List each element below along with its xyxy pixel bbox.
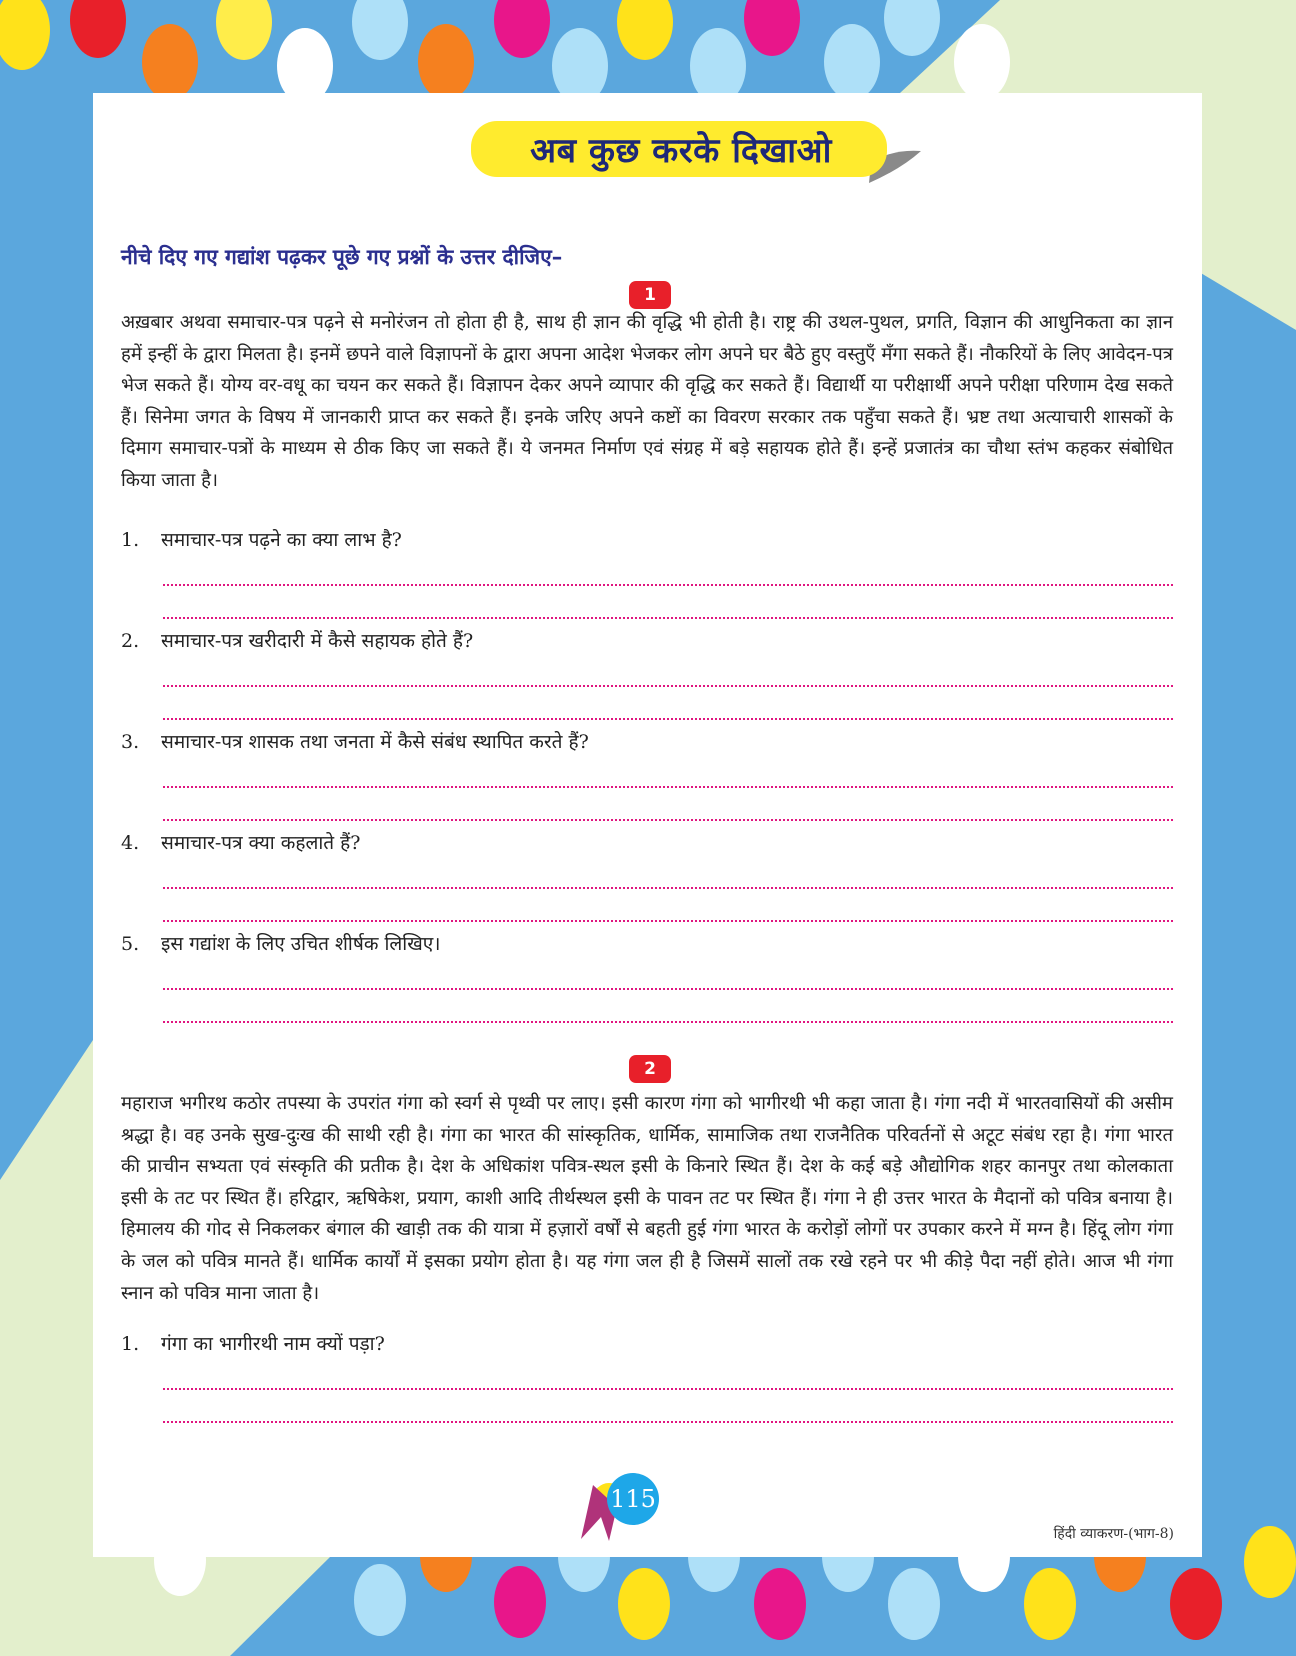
question-1-5 (121, 930, 440, 956)
book-title: हिंदी व्याकरण-(भाग-8) (1053, 1526, 1174, 1542)
question-number: 1. (121, 1333, 140, 1355)
top-dots (0, 0, 1010, 104)
answer-line[interactable] (163, 617, 1173, 619)
question-1-4 (121, 829, 360, 855)
answer-line[interactable] (163, 1388, 1173, 1390)
page-title: अब कुछ करके दिखाओ (530, 131, 832, 171)
answer-line[interactable] (163, 584, 1173, 586)
instruction-text: नीचे दिए गए गद्यांश पढ़कर पूछे गए प्रश्नों के उत्तर दीजिए– (121, 245, 563, 269)
answer-line[interactable] (163, 786, 1173, 788)
question-1-2 (121, 627, 473, 653)
answer-line[interactable] (163, 887, 1173, 889)
page-number: 115 (607, 1473, 659, 1525)
question-2-1 (121, 1330, 385, 1356)
passage-2: महाराज भगीरथ कठोर तपस्या के उपरांत गंगा को स्वर्ग से पृथ्वी पर लाए। इसी कारण गंगा को भागीरथी भी कहा जाता है। गंगा नदी में भारतवासियों की असीम श्रद्धा है। वह उनके सुख-दुःख की साथी रही है। गंगा का भारत की सांस्कृतिक, धार्मिक, सामाजिक तथा राजनैतिक परिवर्तनों से अटूट संबंध रहा है। गंगा भारत की प्राचीन सभ्यता एवं संस्कृति की प्रतीक है। देश के अधिकांश पवित्र-स्थल इसी के किनारे स्थित हैं। देश के कई बड़े औद्योगिक शहर कानपुर तथा कोलकाता इसी के तट पर स्थित हैं। हरिद्वार, ऋषिकेश, प्रयाग, काशी आदि तीर्थस्थल इसी के पावन तट पर स्थित हैं। गंगा ने ही उत्तर भारत के मैदानों को पवित्र बनाया है। हिमालय की गोद से निकलकर बंगाल की खाड़ी तक की यात्रा में हज़ारों वर्षों से बहती हुई गंगा भारत के करोड़ों लोगों पर उपकार करने में मग्न है। हिंदू लोग गंगा के जल को पवित्र मानते हैं। धार्मिक कार्यों में इसका प्रयोग होता है। यह गंगा जल ही है जिसमें सालों तक रखे रहने पर भी कीड़े पैदा नहीं होते। आज भी गंगा स्नान को पवित्र माना जाता है। (121, 1093, 1173, 1304)
section-badge-1: 1 (629, 281, 671, 309)
passage-1: अख़बार अथवा समाचार-पत्र पढ़ने से मनोरंजन तो होता ही है, साथ ही ज्ञान की वृद्धि भी होती है। राष्ट्र की उथल-पुथल, प्रगति, विज्ञान की आधुनिकता का ज्ञान हमें इन्हीं के द्वारा मिलता है। इनमें छपने वाले विज्ञापनों के द्वारा अपना आदेश भेजकर लोग अपने घर बैठे हुए वस्तुएँ मँगा सकते हैं। नौकरियों के लिए आवेदन-पत्र भेज सकते हैं। योग्य वर-वधू का चयन कर सकते हैं। विज्ञापन देकर अपने व्यापार की वृद्धि कर सकते हैं। विद्यार्थी या परीक्षार्थी अपने परीक्षा परिणाम देख सकते हैं। सिनेमा जगत के विषय में जानकारी प्राप्त कर सकते हैं। इनके जरिए अपने कष्टों का विवरण सरकार तक पहुँचा सकते हैं। भ्रष्ट तथा अत्याचारी शासकों के दिमाग समाचार-पत्रों के माध्यम से ठीक किए जा सकते हैं। ये जनमत निर्माण एवं संग्रह में बड़े सहायक होते हैं। इन्हें प्रजातंत्र का चौथा स्तंभ कहकर संबोधित किया जाता है। (121, 312, 1173, 491)
answer-line[interactable] (163, 1421, 1173, 1423)
question-text: समाचार-पत्र पढ़ने का क्या लाभ है? (161, 529, 402, 551)
page-number-block (581, 1473, 691, 1543)
question-number: 3. (121, 731, 140, 753)
question-number: 5. (121, 933, 140, 955)
section-badge-2: 2 (629, 1055, 671, 1083)
answer-line[interactable] (163, 920, 1173, 922)
answer-line[interactable] (163, 988, 1173, 990)
question-1-3 (121, 728, 589, 754)
answer-line[interactable] (163, 718, 1173, 720)
answer-line[interactable] (163, 819, 1173, 821)
question-number: 1. (121, 529, 140, 551)
answer-line[interactable] (163, 685, 1173, 687)
answer-line[interactable] (163, 1021, 1173, 1023)
title-block (471, 121, 931, 191)
question-text: इस गद्यांश के लिए उचित शीर्षक लिखिए। (161, 933, 441, 955)
question-text: गंगा का भागीरथी नाम क्यों पड़ा? (161, 1333, 385, 1355)
worksheet-page (93, 93, 1202, 1557)
question-1-1 (121, 526, 402, 552)
question-text: समाचार-पत्र खरीदारी में कैसे सहायक होते हैं? (161, 630, 474, 652)
question-text: समाचार-पत्र शासक तथा जनता में कैसे संबंध स्थापित करते हैं? (161, 731, 589, 753)
question-number: 4. (121, 832, 140, 854)
question-number: 2. (121, 630, 140, 652)
question-text: समाचार-पत्र क्या कहलाते हैं? (161, 832, 361, 854)
